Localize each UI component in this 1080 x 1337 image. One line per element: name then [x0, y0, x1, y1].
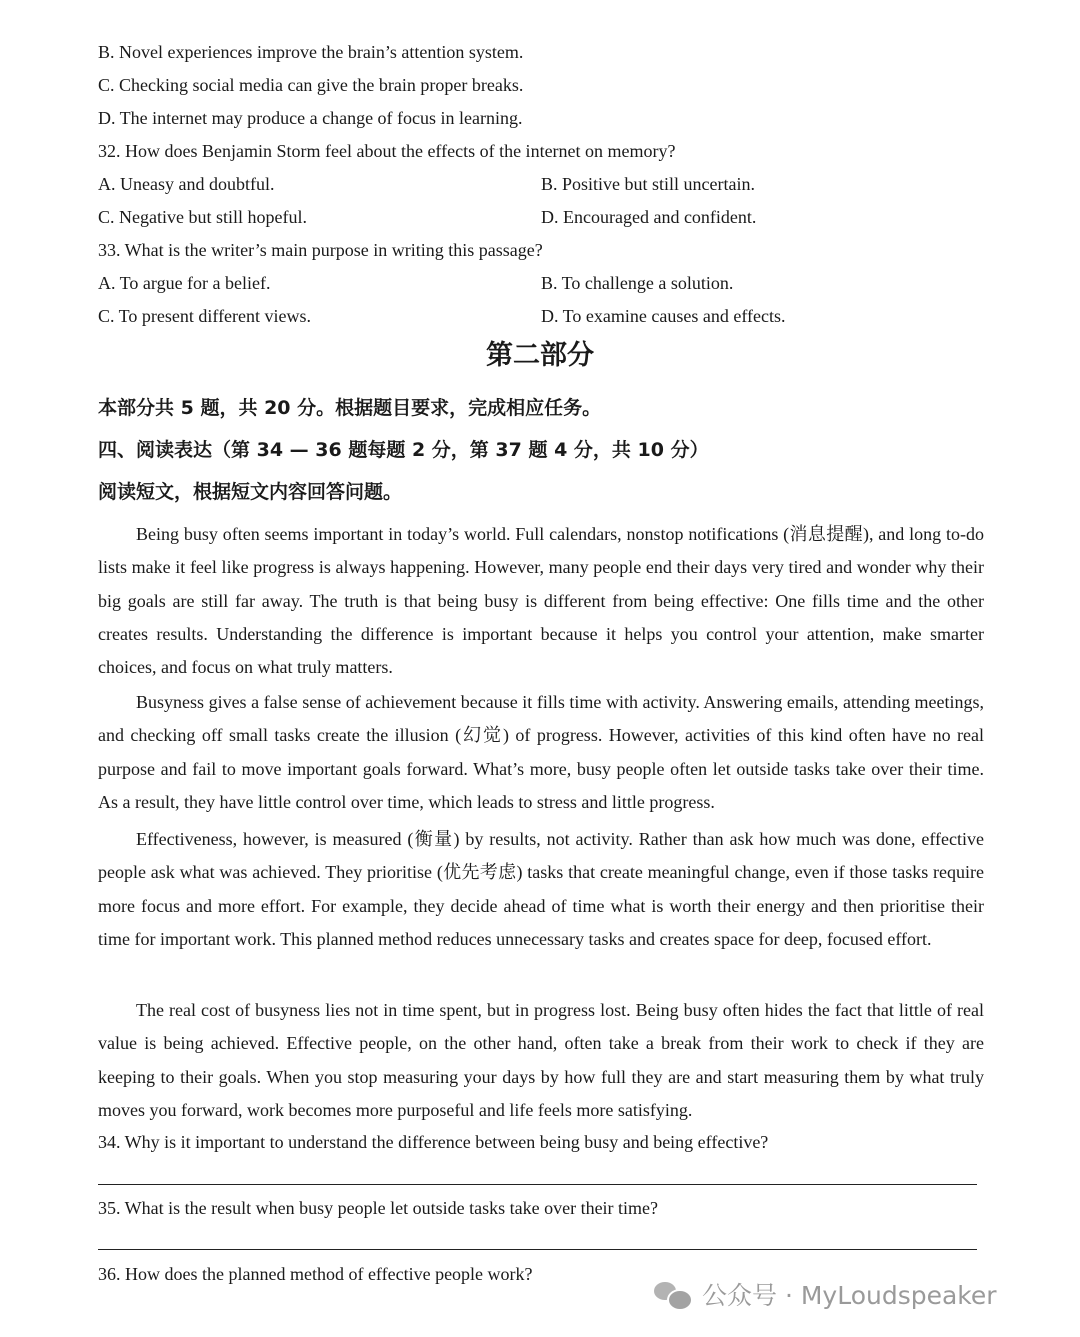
- q32-option-a: A. Uneasy and doubtful.: [98, 174, 275, 194]
- q32-option-b: B. Positive but still uncertain.: [541, 174, 755, 194]
- part-intro: 本部分共 5 题，共 20 分。根据题目要求，完成相应任务。: [98, 397, 602, 419]
- q33-option-d: D. To examine causes and effects.: [541, 306, 786, 326]
- q31-option-b: B. Novel experiences improve the brain’s attention system.: [98, 42, 524, 62]
- answer-line-35[interactable]: [98, 1249, 977, 1250]
- watermark-text: 公众号 · MyLoudspeaker: [702, 1281, 997, 1310]
- question-34: 34. Why is it important to understand the difference between being busy and being effective?: [98, 1132, 769, 1152]
- q33-option-b: B. To challenge a solution.: [541, 273, 734, 293]
- task-instruction: 阅读短文，根据短文内容回答问题。: [98, 481, 403, 503]
- q31-option-c: C. Checking social media can give the brain proper breaks.: [98, 75, 524, 95]
- watermark: [652, 1276, 997, 1312]
- answer-line-34[interactable]: [98, 1184, 977, 1185]
- wechat-icon: [652, 1278, 692, 1310]
- passage-paragraph-1: Being busy often seems important in today’s world. Full calendars, nonstop notifications (消息提醒), and long to-do lists make it feel like progress is always happening. However, many people end their days very tired and wonder why their big goals are still far away. The truth is that being busy is different from being effective: One fills time and the other creates results. Understanding the difference is important because it helps you control your attention, make smarter choices, and focus on what truly matters.: [98, 524, 984, 678]
- passage-paragraph-2: Busyness gives a false sense of achievement because it fills time with activity. Answering emails, attending meetings, and checking off small tasks create the illusion (幻觉) of progress. However, activities of this kind often have no real purpose and fail to move important goals forward. What’s more, busy people often let outside tasks take over their time. As a result, they have little control over time, which leads to stress and little progress.: [98, 692, 984, 812]
- q32-option-c: C. Negative but still hopeful.: [98, 207, 307, 227]
- part-title: 第二部分: [486, 340, 594, 371]
- passage-paragraph-3: Effectiveness, however, is measured (衡量) by results, not activity. Rather than ask how much was done, effective people ask what was achieved. They prioritise (优先考虑) tasks that create meaningful change, even if those tasks require more focus and more effort. For example, they decide ahead of time what is worth their energy and then prioritise their time for important work. This planned method reduces unnecessary tasks and creates space for deep, focused effort.: [98, 829, 984, 949]
- q32-option-d: D. Encouraged and confident.: [541, 207, 757, 227]
- section-heading: 四、阅读表达（第 34 — 36 题每题 2 分，第 37 题 4 分，共 10 分）: [98, 439, 709, 461]
- q33-option-a: A. To argue for a belief.: [98, 273, 271, 293]
- question-36: 36. How does the planned method of effective people work?: [98, 1264, 533, 1284]
- q31-option-d: D. The internet may produce a change of focus in learning.: [98, 108, 523, 128]
- q32-question: 32. How does Benjamin Storm feel about the effects of the internet on memory?: [98, 141, 676, 161]
- q33-question: 33. What is the writer’s main purpose in writing this passage?: [98, 240, 543, 260]
- q33-option-c: C. To present different views.: [98, 306, 312, 326]
- question-35: 35. What is the result when busy people let outside tasks take over their time?: [98, 1198, 659, 1218]
- passage-paragraph-4: The real cost of busyness lies not in time spent, but in progress lost. Being busy often hides the fact that little of real value is being achieved. Effective people, on the other hand, often take a break from their work to check if they are keeping to their goals. When you stop measuring your days by how full they are and start measuring them by what truly moves you forward, work becomes more purposeful and life feels more satisfying.: [98, 1000, 984, 1120]
